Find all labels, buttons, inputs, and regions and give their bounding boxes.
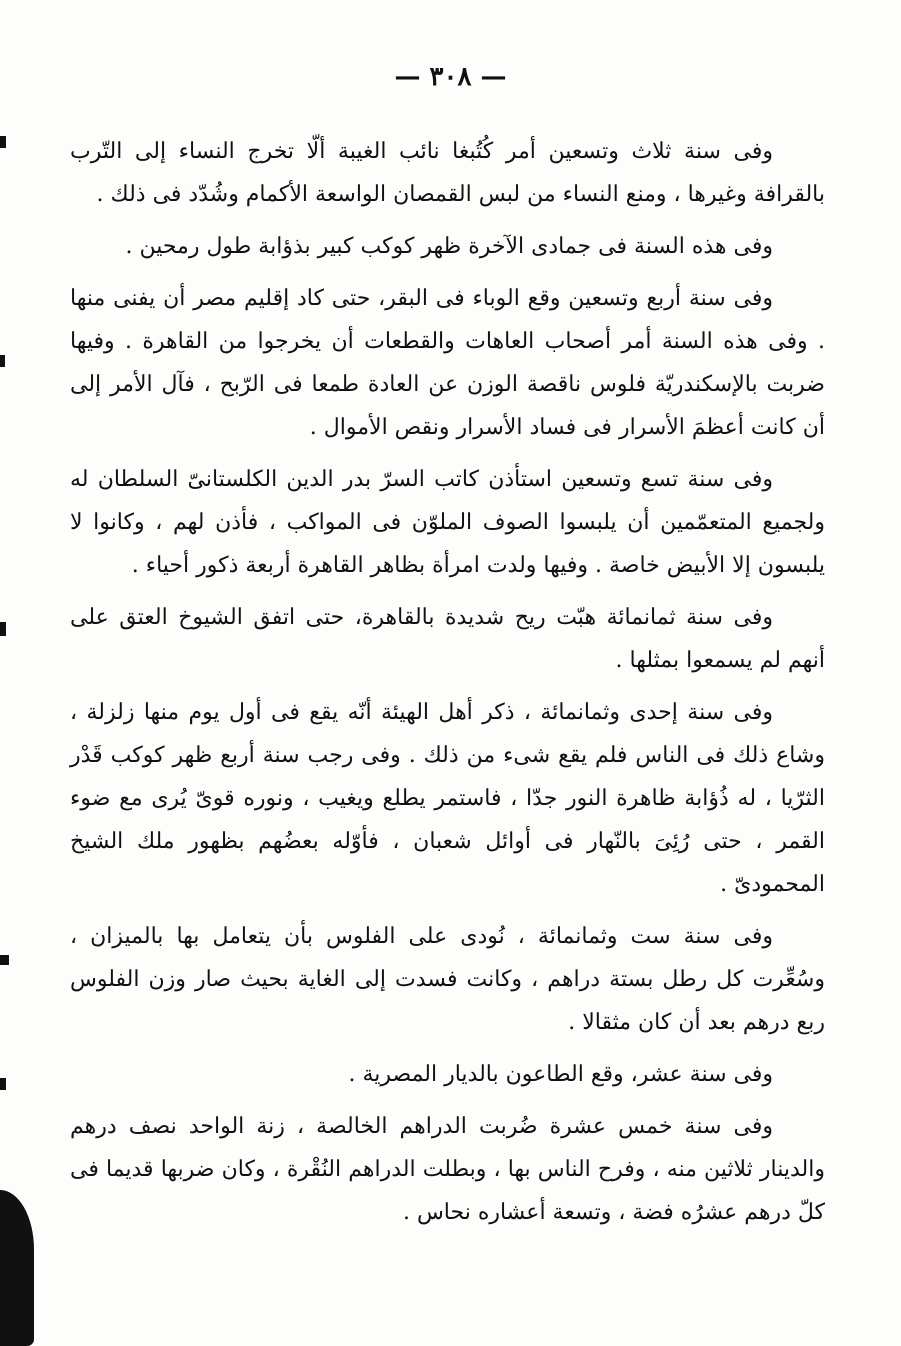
paragraph-5: وفى سنة ثمانمائة هبّت ريح شديدة بالقاهرة، حتى اتفق الشيوخ العتق على أنهم لم يسمعوا بمثلها . bbox=[70, 605, 825, 673]
scan-mark bbox=[0, 955, 9, 965]
paragraph-2: وفى هذه السنة فى جمادى الآخرة ظهر كوكب كبير بذؤابة طول رمحين . bbox=[125, 234, 773, 259]
scan-mark bbox=[0, 622, 6, 636]
paragraph-4: وفى سنة تسع وتسعين استأذن كاتب السرّ بدر الدين الكلستانىّ السلطان له ولجميع المتعمّمين أن يلبسوا الصوف الملوّن فى المواكب ، فأذن لهم ، وكانوا لا يلبسون إلا الأبيض خاصة . وفيها ولدت امرأة بظاهر القاهرة أربعة ذكور أحياء . bbox=[70, 467, 825, 578]
paragraph-1: وفى سنة ثلاث وتسعين أمر كُتُبغا نائب الغيبة ألّا تخرج النساء إلى التّرب بالقرافة وغيرها ، ومنع النساء من لبس القمصان الواسعة الأكمام وشُدّد فى ذلك . bbox=[70, 139, 825, 207]
scan-mark bbox=[0, 136, 6, 148]
scan-shadow bbox=[0, 1190, 34, 1346]
scan-mark bbox=[0, 1078, 6, 1090]
scan-mark bbox=[0, 355, 5, 367]
paragraph-6: وفى سنة إحدى وثمانمائة ، ذكر أهل الهيئة أنّه يقع فى أول يوم منها زلزلة ، وشاع ذلك فى الناس فلم يقع شىء من ذلك . وفى رجب سنة أربع ظهر كوكب قَدْر الثرّيا ، له ذُؤابة ظاهرة النور جدّا ، فاستمر يطلع ويغيب ، ونوره قوىّ يُرى مع ضوء القمر ، حتى رُئِىَ بالنّهار فى أوائل شعبان ، فأوّله بعضُهم بظهور ملك الشيخ المحمودىّ . bbox=[70, 700, 825, 897]
page-body bbox=[70, 130, 825, 1243]
paragraph-8: وفى سنة عشر، وقع الطاعون بالديار المصرية . bbox=[348, 1062, 773, 1087]
paragraph-9: وفى سنة خمس عشرة ضُربت الدراهم الخالصة ، زنة الواحد نصف درهم والدينار ثلاثين منه ، وفرح الناس بها ، وبطلت الدراهم النُقْرة ، وكان ضربها قديما فى كلّ درهم عشرُه فضة ، وتسعة أعشاره نحاس . bbox=[70, 1114, 825, 1225]
page-number: — ٣٠٨ — bbox=[394, 62, 507, 92]
paragraph-7: وفى سنة ست وثمانمائة ، نُودى على الفلوس بأن يتعامل بها بالميزان ، وسُعِّرت كل رطل بستة دراهم ، وكانت فسدت إلى الغاية بحيث صار وزن الفلوس ربع درهم بعد أن كان مثقالا . bbox=[70, 924, 825, 1035]
paragraph-3: وفى سنة أربع وتسعين وقع الوباء فى البقر، حتى كاد إقليم مصر أن يفنى منها . وفى هذه السنة أمر أصحاب العاهات والقطعات أن يخرجوا من القاهرة . وفيها ضربت بالإسكندريّة فلوس ناقصة الوزن عن العادة طمعا فى الرّبح ، فآل الأمر إلى أن كانت أعظمَ الأسرار فى فساد الأسرار ونقص الأموال . bbox=[70, 286, 825, 440]
